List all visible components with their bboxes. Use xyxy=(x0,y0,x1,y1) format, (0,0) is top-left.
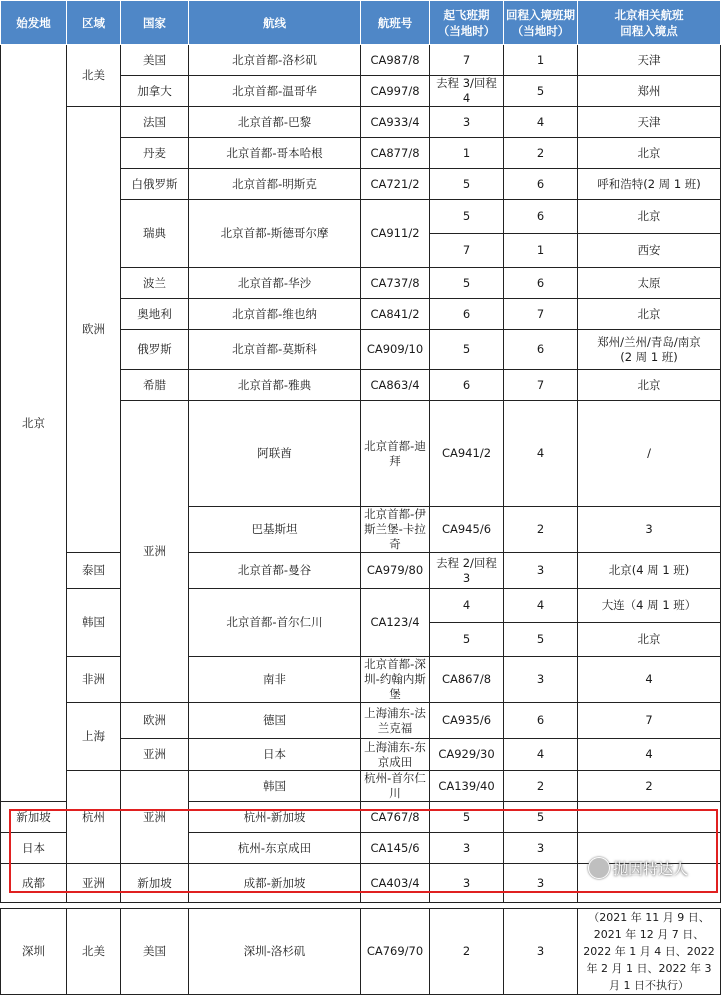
entry-cell xyxy=(578,330,721,370)
depart-cell: 4 xyxy=(504,739,578,771)
header-country: 国家 xyxy=(121,1,189,45)
entry-cell: 大连（4 周 1 班） xyxy=(578,589,721,623)
country-cell: 波兰 xyxy=(121,268,189,299)
entry-cell: 天津 xyxy=(578,45,721,76)
depart-cell: 2 xyxy=(504,507,578,553)
depart-cell: 3 xyxy=(430,833,504,864)
return-cell: 4 xyxy=(578,657,721,703)
region-cell: 亚洲 xyxy=(67,864,121,903)
route-cell: 北京首都-深圳-约翰内斯堡 xyxy=(361,657,430,703)
flight-cell: CA945/6 xyxy=(430,507,504,553)
table-row xyxy=(1,657,721,703)
return-cell: 5 xyxy=(504,623,578,657)
origin-cell: 杭州 xyxy=(67,771,121,864)
depart-cell: 5 xyxy=(430,268,504,299)
region-cell: 欧洲 xyxy=(121,703,189,739)
flight-cell: CA123/4 xyxy=(361,589,430,657)
route-cell: 杭州-东京成田 xyxy=(189,833,361,864)
table-row-highlighted xyxy=(1,909,721,995)
country-cell: 俄罗斯 xyxy=(121,330,189,370)
route-cell: 深圳-洛杉矶 xyxy=(189,909,361,995)
flight-cell: CA145/6 xyxy=(361,833,430,864)
country-cell: 阿联酋 xyxy=(189,401,361,507)
entry-cell: 北京 xyxy=(578,370,721,401)
entry-cell: 太原 xyxy=(578,268,721,299)
return-cell: 6 xyxy=(504,169,578,200)
depart-cell: 5 xyxy=(430,200,504,234)
country-cell: 美国 xyxy=(121,909,189,995)
region-cell: 北美 xyxy=(67,909,121,995)
flight-cell: CA863/4 xyxy=(361,370,430,401)
return-cell: 5 xyxy=(504,76,578,107)
entry-cell: 呼和浩特(2 周 1 班) xyxy=(578,169,721,200)
country-cell: 南非 xyxy=(189,657,361,703)
origin-cell: 上海 xyxy=(67,703,121,771)
flight-cell: CA941/2 xyxy=(430,401,504,507)
header-entry xyxy=(578,1,721,45)
country-cell: 巴基斯坦 xyxy=(189,507,361,553)
entry-line: 郑州/兰州/青岛/南京 xyxy=(597,334,701,349)
route-cell: 北京首都-明斯克 xyxy=(189,169,361,200)
table-row xyxy=(1,589,721,623)
route-cell: 北京首都-哥本哈根 xyxy=(189,138,361,169)
return-cell: 3 xyxy=(578,507,721,553)
route-cell: 北京首都-巴黎 xyxy=(189,107,361,138)
country-cell: 希腊 xyxy=(121,370,189,401)
depart-cell: 5 xyxy=(430,330,504,370)
country-cell: 加拿大 xyxy=(121,76,189,107)
flight-cell: CA841/2 xyxy=(361,299,430,330)
origin-cell: 深圳 xyxy=(1,909,67,995)
region-cell: 亚洲 xyxy=(121,771,189,864)
entry-cell xyxy=(578,864,721,903)
country-cell: 韩国 xyxy=(189,771,361,802)
route-cell: 北京首都-洛杉矶 xyxy=(189,45,361,76)
header-return-line1: 回程入境班期 xyxy=(506,7,575,22)
flight-cell: CA935/6 xyxy=(430,703,504,739)
country-cell: 新加坡 xyxy=(1,802,67,833)
return-cell: 2 xyxy=(578,771,721,802)
return-cell: 3 xyxy=(504,553,578,589)
header-row xyxy=(1,1,721,45)
return-cell: 3 xyxy=(504,864,578,903)
entry-cell: 北京 xyxy=(578,299,721,330)
depart-cell: 7 xyxy=(430,45,504,76)
depart-cell: 7 xyxy=(430,234,504,268)
route-cell: 北京首都-斯德哥尔摩 xyxy=(189,200,361,268)
route-cell: 北京首都-伊斯兰堡-卡拉奇 xyxy=(361,507,430,553)
depart-cell: 4 xyxy=(430,589,504,623)
entry-cell: 北京(4 周 1 班) xyxy=(578,553,721,589)
flight-cell: CA867/8 xyxy=(430,657,504,703)
flight-cell: CA997/8 xyxy=(361,76,430,107)
origin-cell: 成都 xyxy=(1,864,67,903)
header-region: 区域 xyxy=(67,1,121,45)
table-row xyxy=(1,703,721,739)
return-cell: 1 xyxy=(504,45,578,76)
flight-cell: CA979/80 xyxy=(361,553,430,589)
country-cell: 丹麦 xyxy=(121,138,189,169)
return-cell: 5 xyxy=(504,802,578,833)
route-cell: 北京首都-雅典 xyxy=(189,370,361,401)
return-cell: 3 xyxy=(504,833,578,864)
depart-cell: 2 xyxy=(504,771,578,802)
flight-cell: CA987/8 xyxy=(361,45,430,76)
header-origin: 始发地 xyxy=(1,1,67,45)
flight-cell: CA929/30 xyxy=(430,739,504,771)
return-cell: 6 xyxy=(504,268,578,299)
flight-cell: CA721/2 xyxy=(361,169,430,200)
depart-cell: 6 xyxy=(504,703,578,739)
country-cell: 日本 xyxy=(189,739,361,771)
header-route: 航线 xyxy=(189,1,361,45)
entry-cell: 北京 xyxy=(578,138,721,169)
route-cell: 成都-新加坡 xyxy=(189,864,361,903)
header-depart-line2: （当地时） xyxy=(437,23,496,38)
depart-cell: 1 xyxy=(430,138,504,169)
table-row xyxy=(1,553,721,589)
country-cell: 白俄罗斯 xyxy=(121,169,189,200)
watermark-text: 抛因特达人 xyxy=(613,859,689,878)
depart-cell: 6 xyxy=(430,299,504,330)
route-cell: 杭州-首尔仁川 xyxy=(361,771,430,802)
route-cell: 北京首都-华沙 xyxy=(189,268,361,299)
flight-cell: CA911/2 xyxy=(361,200,430,268)
return-cell: 1 xyxy=(504,234,578,268)
flight-cell: CA877/8 xyxy=(361,138,430,169)
flight-cell: CA403/4 xyxy=(361,864,430,903)
return-cell: 4 xyxy=(504,589,578,623)
entry-note-cell: （2021 年 11 月 9 日、2021 年 12 月 7 日、2022 年 1 月 4 日、2022 年 2 月 1 日、2022 年 3 月 1 日不执行） xyxy=(578,909,721,995)
table-row xyxy=(1,45,721,76)
return-cell: 4 xyxy=(504,107,578,138)
depart-cell: 2 xyxy=(430,909,504,995)
return-cell: / xyxy=(578,401,721,507)
country-cell: 美国 xyxy=(121,45,189,76)
region-cell: 非洲 xyxy=(67,657,121,703)
depart-cell: 去程 3/回程 4 xyxy=(430,76,504,107)
country-cell: 德国 xyxy=(189,703,361,739)
origin-cell: 北京 xyxy=(1,45,67,802)
entry-line: (2 周 1 班) xyxy=(620,349,678,364)
region-cell: 亚洲 xyxy=(121,401,189,703)
return-cell: 4 xyxy=(578,739,721,771)
header-return xyxy=(504,1,578,45)
route-cell: 北京首都-维也纳 xyxy=(189,299,361,330)
depart-cell: 4 xyxy=(504,401,578,507)
route-cell: 北京首都-温哥华 xyxy=(189,76,361,107)
table-row xyxy=(1,771,721,802)
depart-cell: 3 xyxy=(504,657,578,703)
depart-cell: 5 xyxy=(430,169,504,200)
table-row xyxy=(1,864,721,903)
route-cell: 北京首都-迪拜 xyxy=(361,401,430,507)
flight-cell: CA933/4 xyxy=(361,107,430,138)
region-cell: 欧洲 xyxy=(67,107,121,553)
return-cell: 7 xyxy=(578,703,721,739)
entry-cell: 西安 xyxy=(578,234,721,268)
country-cell: 瑞典 xyxy=(121,200,189,268)
route-cell: 北京首都-莫斯科 xyxy=(189,330,361,370)
flight-cell: CA139/40 xyxy=(430,771,504,802)
depart-cell: 5 xyxy=(430,623,504,657)
header-return-line2: （当地时） xyxy=(511,23,570,38)
entry-cell xyxy=(578,833,721,864)
flight-cell: CA767/8 xyxy=(361,802,430,833)
region-cell: 北美 xyxy=(67,45,121,107)
country-cell: 泰国 xyxy=(67,553,121,589)
return-cell: 7 xyxy=(504,299,578,330)
table-row xyxy=(1,107,721,138)
country-cell: 奥地利 xyxy=(121,299,189,330)
depart-cell: 3 xyxy=(430,864,504,903)
flight-cell: CA737/8 xyxy=(361,268,430,299)
country-cell: 新加坡 xyxy=(121,864,189,903)
depart-cell: 去程 2/回程 3 xyxy=(430,553,504,589)
route-cell: 杭州-新加坡 xyxy=(189,802,361,833)
entry-cell: 郑州 xyxy=(578,76,721,107)
flight-cell: CA909/10 xyxy=(361,330,430,370)
country-cell: 法国 xyxy=(121,107,189,138)
route-cell: 北京首都-首尔仁川 xyxy=(189,589,361,657)
return-cell: 2 xyxy=(504,138,578,169)
header-depart-line1: 起飞班期 xyxy=(443,7,490,22)
return-cell: 6 xyxy=(504,330,578,370)
country-cell: 韩国 xyxy=(67,589,121,657)
return-cell: 7 xyxy=(504,370,578,401)
region-cell: 亚洲 xyxy=(121,739,189,771)
route-cell: 上海浦东-东京成田 xyxy=(361,739,430,771)
entry-cell xyxy=(578,802,721,833)
return-cell: 6 xyxy=(504,200,578,234)
country-cell: 日本 xyxy=(1,833,67,864)
entry-cell: 北京 xyxy=(578,623,721,657)
depart-cell: 5 xyxy=(430,802,504,833)
depart-cell: 3 xyxy=(430,107,504,138)
entry-cell: 北京 xyxy=(578,200,721,234)
route-cell: 上海浦东-法兰克福 xyxy=(361,703,430,739)
route-cell: 北京首都-曼谷 xyxy=(189,553,361,589)
header-entry-line1: 北京相关航班 xyxy=(614,7,684,22)
return-cell: 3 xyxy=(504,909,578,995)
header-entry-line2: 回程入境点 xyxy=(620,23,678,38)
header-flight: 航班号 xyxy=(361,1,430,45)
header-depart xyxy=(430,1,504,45)
depart-cell: 6 xyxy=(430,370,504,401)
entry-cell: 天津 xyxy=(578,107,721,138)
flight-cell: CA769/70 xyxy=(361,909,430,995)
